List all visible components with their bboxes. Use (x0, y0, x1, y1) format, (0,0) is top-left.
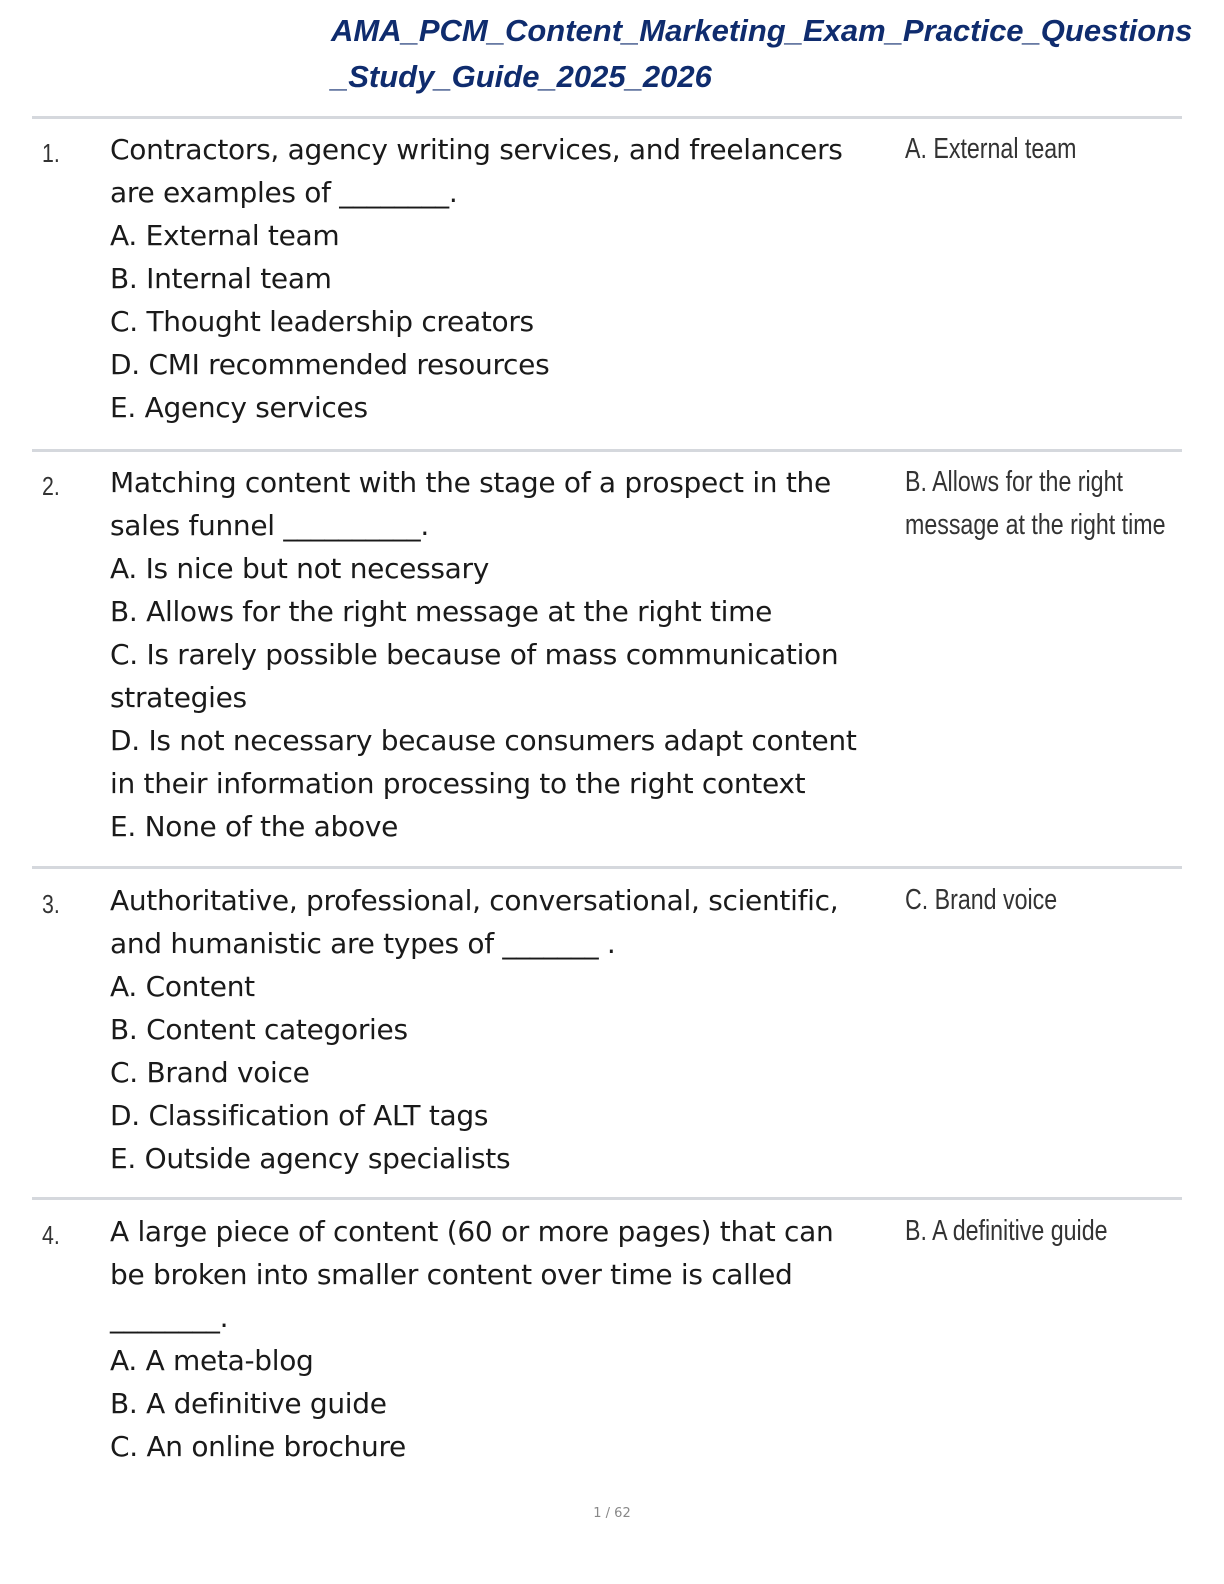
question-stem-line: be broken into smaller content over time is called (110, 1258, 793, 1291)
question-stem-line: ________. (110, 1301, 229, 1334)
answer-option: A. A meta-blog (110, 1344, 314, 1377)
answer-option: E. Agency services (110, 391, 368, 424)
question-1-answer (905, 128, 1177, 171)
question-stem-line: are examples of ________. (110, 176, 458, 209)
divider (32, 116, 1182, 119)
question-2-answer (905, 461, 1177, 547)
answer-option: A. External team (110, 219, 340, 252)
answer-option: E. None of the above (110, 810, 399, 843)
question-stem-line: A large piece of content (60 or more pages) that can (110, 1215, 834, 1248)
divider (32, 449, 1182, 452)
answer-option: C. Thought leadership creators (110, 305, 534, 338)
question-number: 4. (42, 1220, 60, 1250)
answer-option: A. Content (110, 970, 255, 1003)
answer-option: B. A definitive guide (110, 1387, 387, 1420)
answer-option: C. An online brochure (110, 1430, 406, 1463)
question-stem-line: and humanistic are types of _______ . (110, 927, 616, 960)
answer-line: A. External team (905, 133, 1077, 165)
answer-option: D. Is not necessary because consumers adapt content (110, 724, 857, 757)
question-stem-line: Matching content with the stage of a prospect in the (110, 466, 831, 499)
question-4-body (110, 1210, 900, 1468)
divider (32, 866, 1182, 869)
question-stem-line: Authoritative, professional, conversational, scientific, (110, 884, 839, 917)
question-2-body (110, 461, 900, 848)
divider (32, 1197, 1182, 1200)
question-number: 2. (42, 471, 60, 501)
document-title: AMA_PCM_Content_Marketing_Exam_Practice_Questions_Study_Guide_2025_2026 (331, 13, 1193, 94)
answer-line: C. Brand voice (905, 884, 1058, 916)
answer-option: strategies (110, 681, 247, 714)
answer-option: E. Outside agency specialists (110, 1142, 511, 1175)
answer-option: in their information processing to the right context (110, 767, 806, 800)
question-3-body (110, 879, 900, 1180)
answer-option: D. Classification of ALT tags (110, 1099, 489, 1132)
question-number: 3. (42, 889, 60, 919)
question-4-answer (905, 1210, 1177, 1253)
answer-option: B. Allows for the right message at the right time (110, 595, 773, 628)
answer-line: B. Allows for the right (905, 466, 1123, 498)
page-indicator: 1 / 62 (593, 1506, 631, 1521)
answer-option: C. Brand voice (110, 1056, 310, 1089)
answer-line: B. A definitive guide (905, 1215, 1108, 1247)
question-number: 1. (42, 138, 60, 168)
question-3-answer (905, 879, 1177, 922)
answer-option: B. Content categories (110, 1013, 408, 1046)
answer-option: D. CMI recommended resources (110, 348, 550, 381)
answer-option: B. Internal team (110, 262, 332, 295)
question-stem-line: sales funnel __________. (110, 509, 429, 542)
question-stem-line: Contractors, agency writing services, and freelancers (110, 133, 843, 166)
answer-line: message at the right time (905, 509, 1166, 541)
answer-option: C. Is rarely possible because of mass communication (110, 638, 839, 671)
question-1-body (110, 128, 900, 429)
answer-option: A. Is nice but not necessary (110, 552, 490, 585)
